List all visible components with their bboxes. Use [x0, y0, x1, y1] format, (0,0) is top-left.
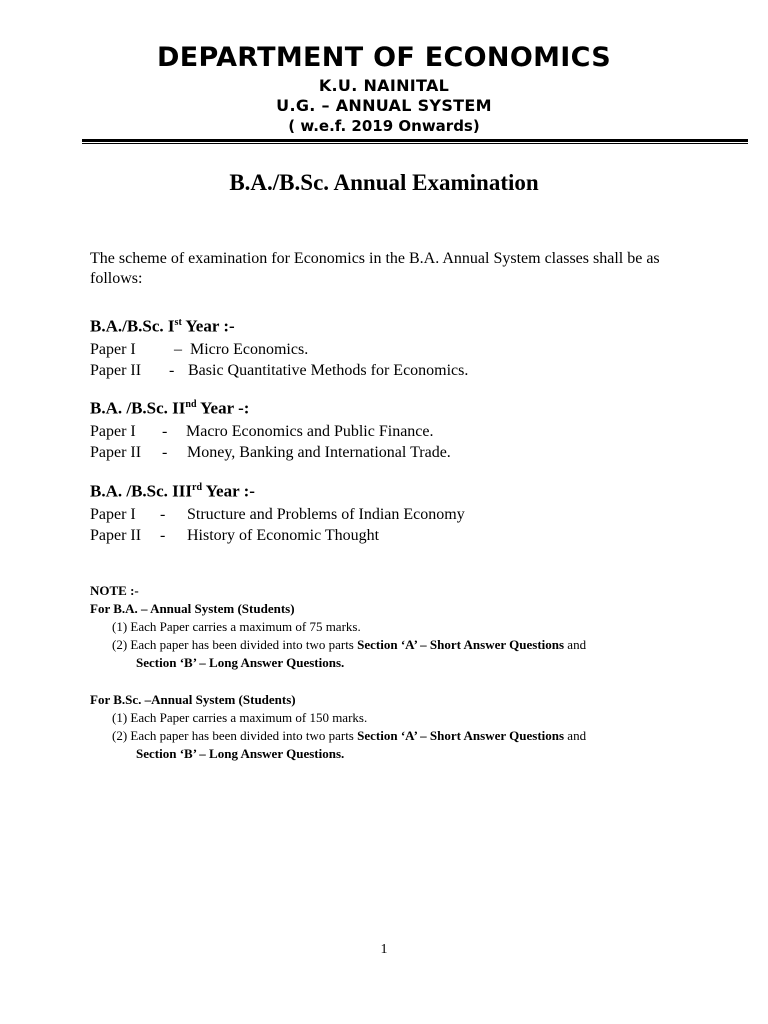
year-title: B.A. /B.Sc. IInd Year -:: [90, 398, 250, 418]
year-title: B.A. /B.Sc. IIIrd Year :-: [90, 481, 255, 501]
exam-title: B.A./B.Sc. Annual Examination: [229, 170, 539, 195]
paper-row: Paper I - Structure and Problems of Indian Economy: [90, 505, 465, 523]
paper-name: Macro Economics and Public Finance.: [186, 422, 434, 440]
bsc-note-item-1: (1) Each Paper carries a maximum of 150 marks.: [112, 710, 368, 725]
page-number: 1: [380, 942, 388, 957]
year-title: B.A./B.Sc. Ist Year :-: [90, 316, 235, 336]
paper-name: Basic Quantitative Methods for Economics.: [188, 361, 469, 379]
paper-row: Paper I – Micro Economics.: [90, 340, 309, 358]
note-section: [90, 582, 730, 672]
paper-label: Paper I: [90, 505, 136, 523]
document-header: [0, 40, 768, 136]
bsc-note-heading: For B.Sc. –Annual System (Students): [90, 692, 296, 707]
paper-label: Paper II: [90, 526, 142, 544]
paper-name: Micro Economics.: [190, 340, 309, 358]
paper-label: Paper II: [90, 361, 142, 379]
header-divider-thin: [82, 143, 748, 144]
header-divider: [82, 139, 748, 142]
ba-note-item-2-cont: Section ‘B’ – Long Answer Questions.: [136, 655, 345, 670]
ba-note-item-1: (1) Each Paper carries a maximum of 75 marks.: [112, 619, 361, 634]
bsc-note-item-2: (2) Each paper has been divided into two parts Section ‘A’ – Short Answer Questions and: [112, 728, 587, 743]
effective-date: ( w.e.f. 2019 Onwards): [288, 117, 480, 135]
paper-row: Paper II - History of Economic Thought: [90, 526, 380, 544]
paper-label: Paper I: [90, 422, 136, 440]
ba-note-heading: For B.A. – Annual System (Students): [90, 601, 295, 616]
bsc-note-item-2-cont: Section ‘B’ – Long Answer Questions.: [136, 746, 345, 761]
system-name: U.G. – ANNUAL SYSTEM: [276, 96, 492, 115]
year-section-2: [90, 393, 710, 463]
note-heading: NOTE :-: [90, 583, 139, 598]
paper-row: Paper I - Macro Economics and Public Finance.: [90, 422, 434, 440]
paper-name: Structure and Problems of Indian Economy: [187, 505, 465, 523]
university-name: K.U. NAINITAL: [318, 76, 450, 95]
paper-name: History of Economic Thought: [187, 526, 380, 544]
ba-note-item-2: (2) Each paper has been divided into two parts Section ‘A’ – Short Answer Questions and: [112, 637, 587, 652]
paper-name: Money, Banking and International Trade.: [187, 443, 451, 461]
paper-row: Paper II - Money, Banking and International Trade.: [90, 443, 451, 461]
year-section-3: [90, 476, 710, 546]
department-title: DEPARTMENT OF ECONOMICS: [157, 42, 611, 73]
intro-paragraph: The scheme of examination for Economics in the B.A. Annual System classes shall be as follows:: [90, 250, 660, 287]
paper-label: Paper II: [90, 443, 142, 461]
paper-row: Paper II - Basic Quantitative Methods for Economics.: [90, 361, 469, 379]
year-section-1: [90, 311, 710, 381]
bsc-note-section: [90, 691, 730, 763]
paper-label: Paper I: [90, 340, 136, 358]
